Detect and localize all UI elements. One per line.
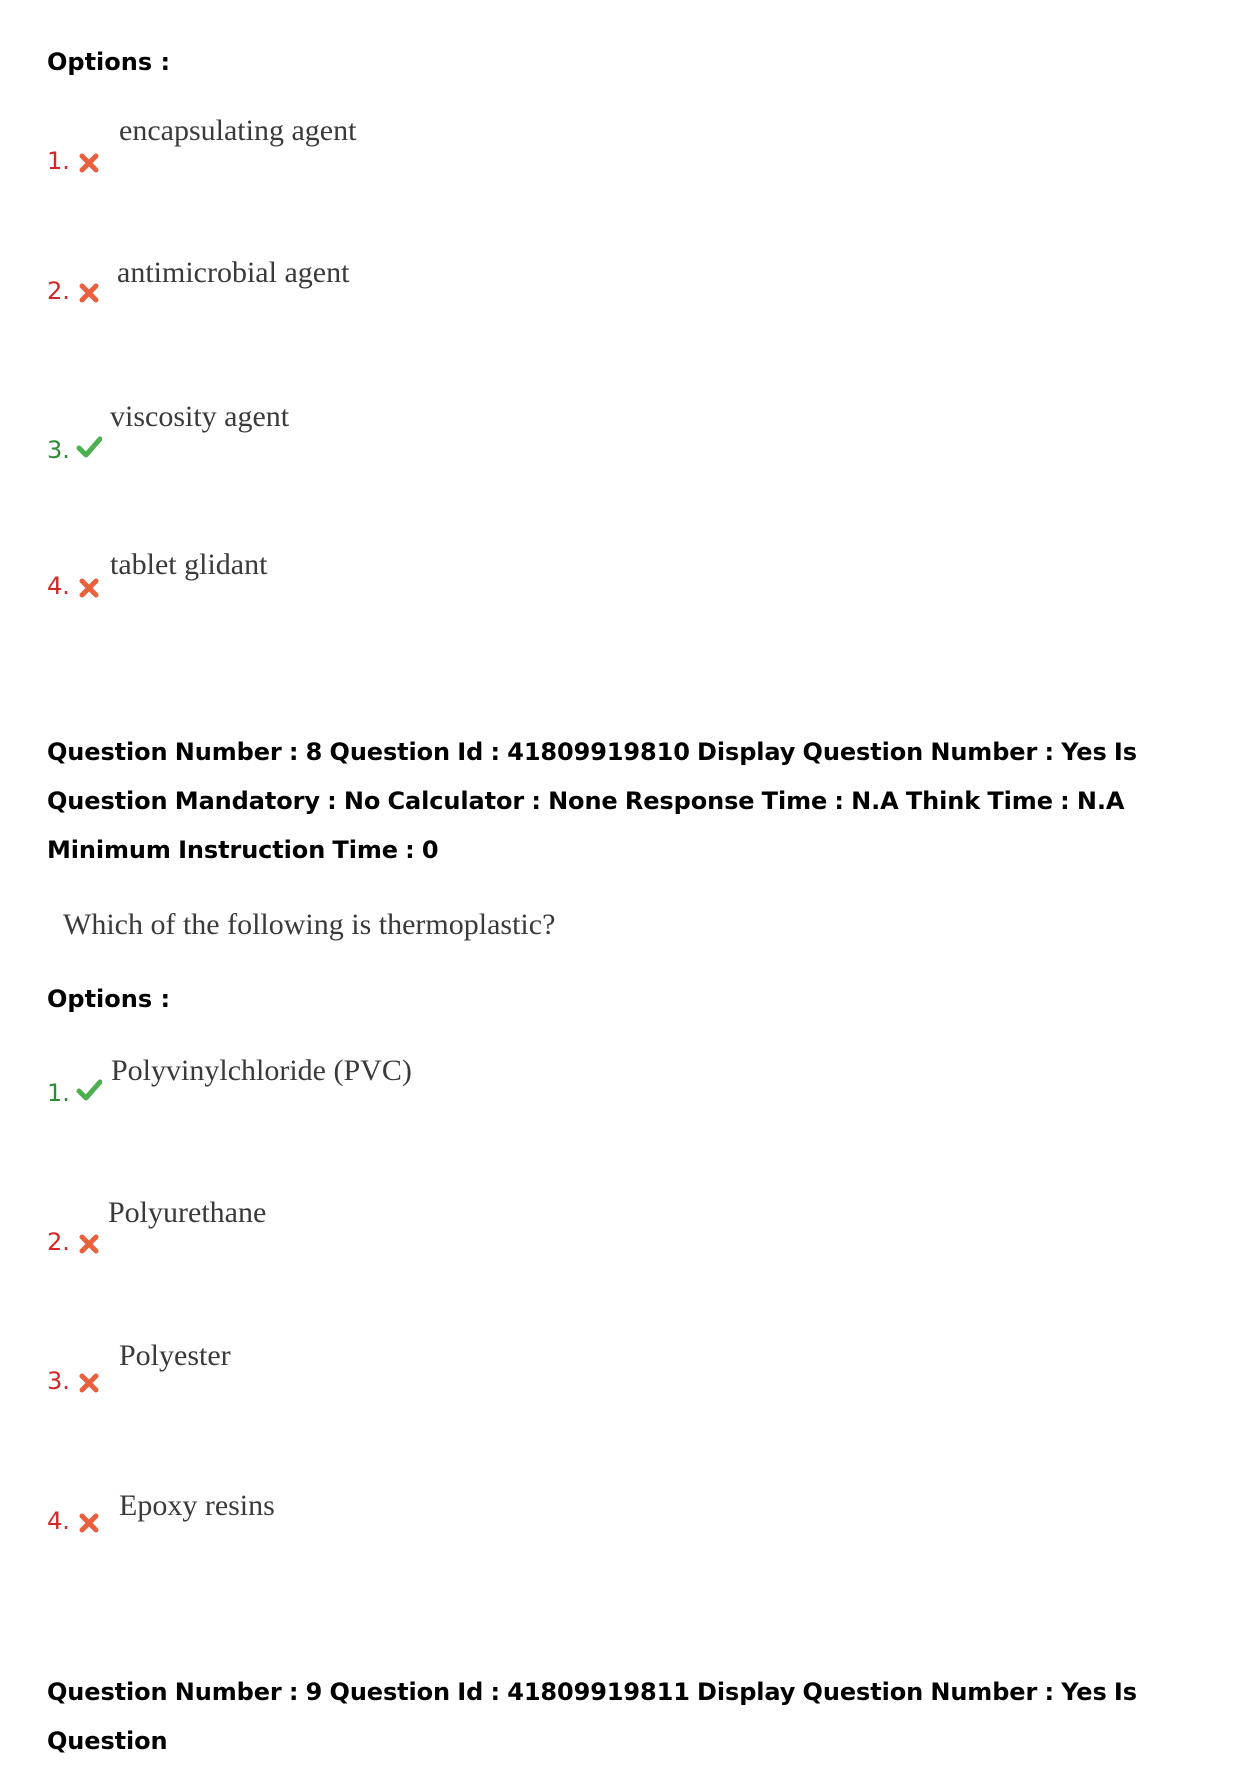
- check-icon: [76, 434, 102, 460]
- cross-icon: [76, 1370, 102, 1396]
- cross-icon: [76, 1231, 102, 1257]
- option-text: Epoxy resins: [119, 1489, 275, 1522]
- option-number: 3.: [47, 1367, 70, 1395]
- cross-icon: [76, 1510, 102, 1536]
- question-meta: Question Number : 9 Question Id : 41809919811 Display Question Number : Yes Is Question: [47, 1678, 1137, 1755]
- question-meta: Question Number : 8 Question Id : 41809919810 Display Question Number : Yes Is Question Mandatory : No Calculator : None Response Time : N.A Think Time : N.A Minimum Instruction Time : 0: [47, 738, 1137, 864]
- cross-icon: [76, 150, 102, 176]
- option-text: Polyvinylchloride (PVC): [111, 1054, 412, 1087]
- option-number: 2.: [47, 277, 70, 305]
- option-text: antimicrobial agent: [117, 256, 350, 289]
- cross-icon: [76, 280, 102, 306]
- option-text: encapsulating agent: [119, 114, 357, 147]
- option-number: 1.: [47, 1079, 70, 1107]
- option-text: Polyester: [119, 1339, 231, 1372]
- option-text: Polyurethane: [108, 1196, 267, 1229]
- option-text: viscosity agent: [110, 400, 290, 433]
- options-label: Options :: [47, 985, 171, 1013]
- option-number: 4.: [47, 572, 70, 600]
- question-text: Which of the following is thermoplastic?: [63, 908, 556, 941]
- option-number: 4.: [47, 1507, 70, 1535]
- option-text: tablet glidant: [110, 548, 268, 581]
- option-number: 1.: [47, 147, 70, 175]
- option-number: 3.: [47, 436, 70, 464]
- option-number: 2.: [47, 1228, 70, 1256]
- options-label: Options :: [47, 48, 171, 76]
- check-icon: [76, 1077, 102, 1103]
- cross-icon: [76, 575, 102, 601]
